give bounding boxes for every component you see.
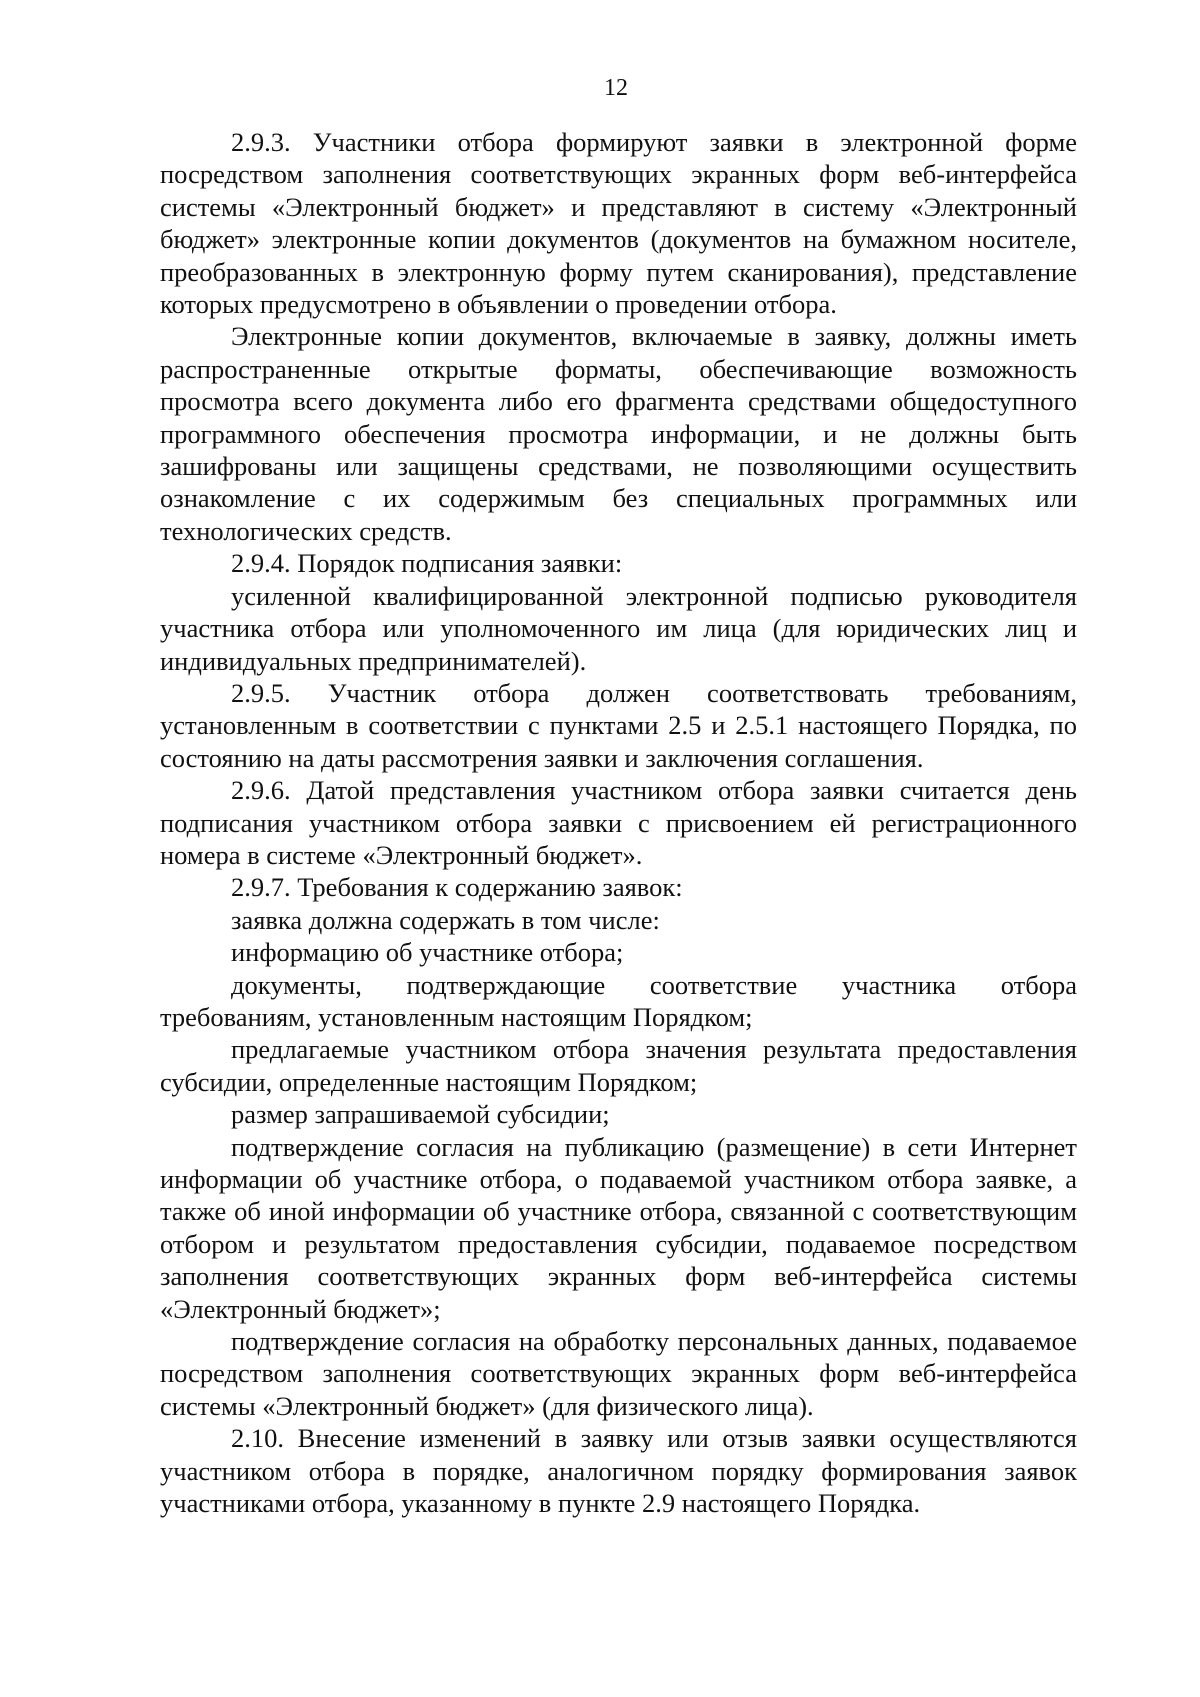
paragraph-application-contents: заявка должна содержать в том числе: (231, 904, 660, 935)
paragraph-2-9-3: 2.9.3. Участники отбора формируют заявки в электронной форме посредством заполнения соответствующих экранных форм веб-интерфейса системы «Электронный бюджет» и представляют в систему «Электронный бюджет» электронные копии документов (документов на бумажном носителе, преобразованных в электронную форму путем сканирования), представление которых предусмотрено в объявлении о проведении отбора. (160, 127, 1077, 320)
list-item-result-values: предлагаемые участником отбора значения результата предоставления субсидии, определенные настоящим Порядком; (160, 1034, 1077, 1097)
paragraph-2-9-7: 2.9.7. Требования к содержанию заявок: (231, 872, 683, 903)
page-number: 12 (604, 75, 628, 101)
list-item-compliance-documents: документы, подтверждающие соответствие участника отбора требованиям, установленным настоящим Порядком; (160, 969, 1077, 1032)
paragraph-2-9-6: 2.9.6. Датой представления участником отбора заявки считается день подписания участником отбора заявки с присвоением ей регистрационного номера в системе «Электронный бюджет». (160, 775, 1077, 870)
list-item-personal-data-consent: подтверждение согласия на обработку персональных данных, подаваемое посредством заполнения соответствующих экранных форм веб-интерфейса системы «Электронный бюджет» (для физического лица). (160, 1326, 1077, 1421)
list-item-participant-info: информацию об участнике отбора; (231, 937, 624, 968)
list-item-subsidy-amount: размер запрашиваемой субсидии; (231, 1099, 610, 1130)
document-body (160, 126, 1077, 1519)
paragraph-2-10: 2.10. Внесение изменений в заявку или отзыв заявки осуществляются участником отбора в порядке, аналогичном порядку формирования заявок участниками отбора, указанному в пункте 2.9 настоящего Порядка. (160, 1423, 1077, 1519)
list-item-publication-consent: подтверждение согласия на публикацию (размещение) в сети Интернет информации об участнике отбора, о подаваемой участником отбора заявке, а также об иной информации об участнике отбора, связанной с соответствующим отбором и результатом предоставления субсидии, подаваемое посредством заполнения соответствующих экранных форм веб-интерфейса системы «Электронный бюджет»; (160, 1131, 1077, 1324)
paragraph-signature: усиленной квалифицированной электронной подписью руководителя участника отбора или уполномоченного им лица (для юридических лиц и индивидуальных предпринимателей). (160, 580, 1077, 676)
paragraph-2-9-5: 2.9.5. Участник отбора должен соответствовать требованиям, установленным в соответствии с пунктами 2.5 и 2.5.1 настоящего Порядка, по состоянию на даты рассмотрения заявки и заключения соглашения. (160, 677, 1077, 773)
paragraph-electronic-copies: Электронные копии документов, включаемые в заявку, должны иметь распространенные открытые форматы, обеспечивающие возможность просмотра всего документа либо его фрагмента средствами общедоступного программного обеспечения просмотра информации, и не должны быть зашифрованы или защищены средствами, не позволяющими осуществить ознакомление с их содержимым без специальных программных или технологических средств. (160, 321, 1077, 546)
paragraph-2-9-4: 2.9.4. Порядок подписания заявки: (231, 548, 623, 579)
